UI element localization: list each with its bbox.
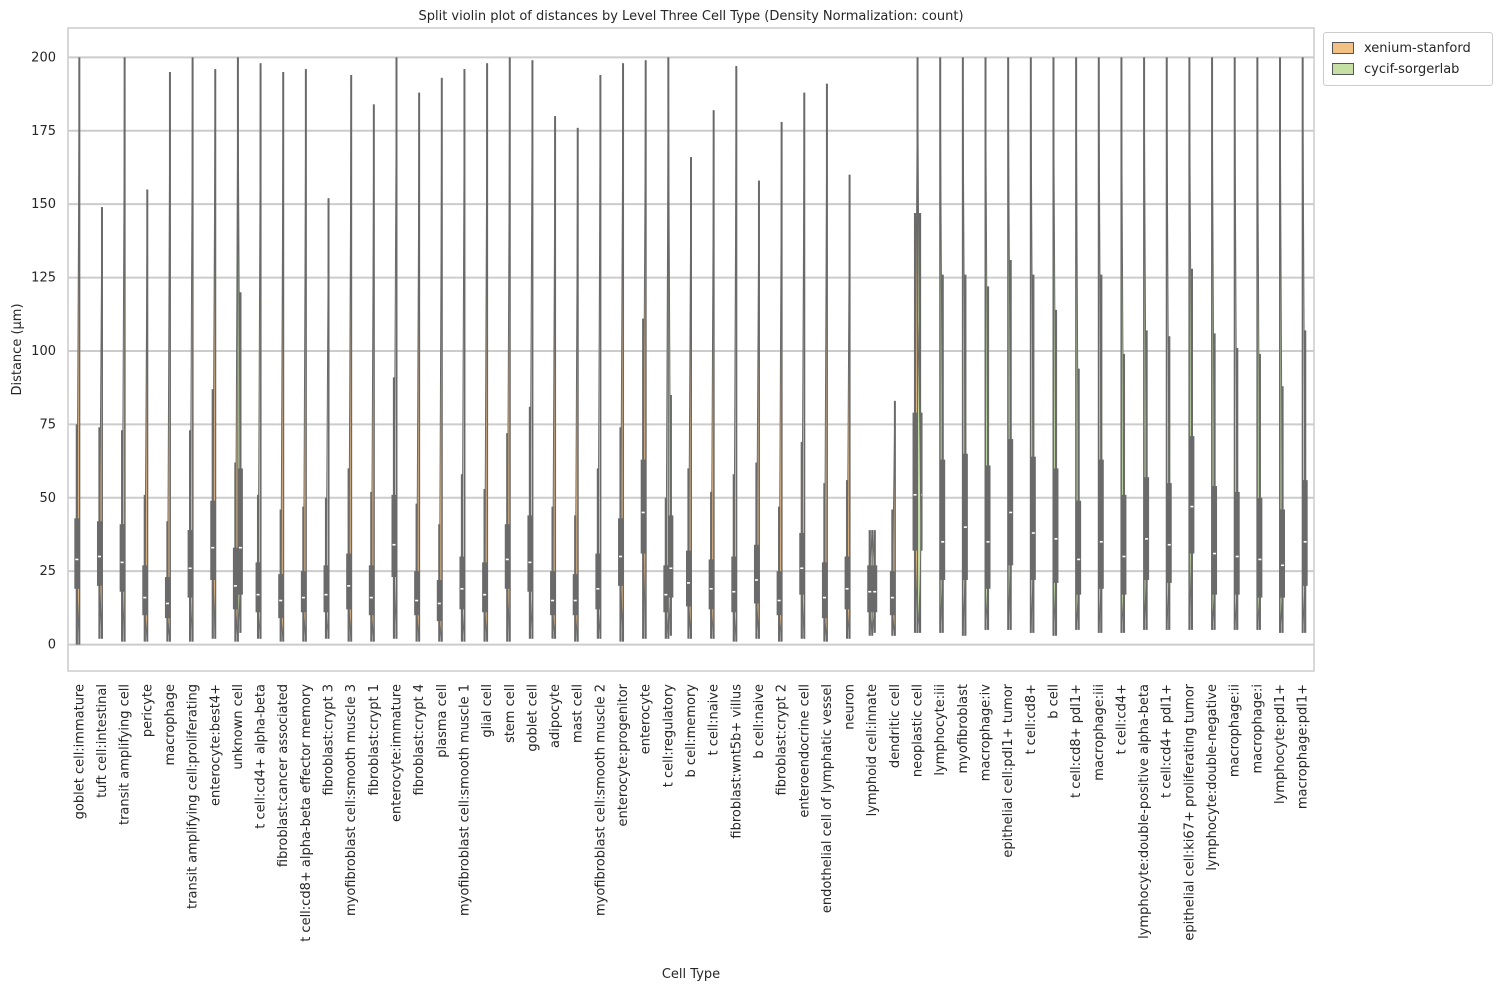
x-tick-label: t cell:cd4+ xyxy=(1114,684,1130,755)
x-tick-label: goblet cell:immature xyxy=(72,684,88,820)
x-tick-label: tuft cell:intestinal xyxy=(94,684,110,798)
violin-iqr-box xyxy=(120,524,125,592)
x-tick-label: macrophage:ii xyxy=(1227,684,1243,778)
x-tick-label: t cell:naive xyxy=(706,684,722,756)
x-tick-label: enteroendocrine cell xyxy=(797,684,813,818)
x-tick-label: adipocyte xyxy=(548,684,564,748)
y-tick-label: 50 xyxy=(39,490,56,506)
x-tick-label: myofibroblast cell:smooth muscle 2 xyxy=(593,684,609,916)
violin-iqr-box xyxy=(1235,492,1240,595)
violin-iqr-box xyxy=(963,454,968,580)
y-tick-label: 75 xyxy=(39,417,56,433)
violin-iqr-box xyxy=(845,556,850,609)
violin-iqr-box xyxy=(1212,486,1217,595)
violin-iqr-box xyxy=(550,571,555,615)
violin-iqr-box xyxy=(391,495,396,577)
x-tick-label: b cell xyxy=(1046,684,1062,719)
chart-title: Split violin plot of distances by Level Three Cell Type (Density Normalization: count) xyxy=(418,9,964,24)
violin-iqr-box xyxy=(618,518,623,586)
legend-item-xenium xyxy=(1332,39,1471,57)
violin-iqr-box xyxy=(527,515,532,591)
x-tick-label: macrophage:iii xyxy=(1091,684,1107,781)
violin-iqr-box xyxy=(822,562,827,618)
violin-iqr-box xyxy=(74,518,79,588)
x-tick-label: transit amplifying cell:proliferating xyxy=(185,684,201,909)
x-tick-label: lymphocyte:iii xyxy=(933,683,949,776)
x-tick-label: neoplastic cell xyxy=(910,684,926,778)
x-tick-label: t cell:cd4+ pdl1+ xyxy=(1159,684,1175,798)
violin-iqr-box xyxy=(1121,495,1126,595)
x-tick-label: b cell:naive xyxy=(751,684,767,759)
x-tick-label: b cell:memory xyxy=(684,684,699,778)
violin-iqr-box xyxy=(573,574,578,615)
x-tick-label: fibroblast:crypt 3 xyxy=(321,684,337,796)
y-axis-label: Distance (µm) xyxy=(10,303,25,396)
legend-label-cycif: cycif-sorgerlab xyxy=(1364,61,1460,77)
violin-iqr-box xyxy=(663,565,668,612)
x-tick-label: fibroblast:crypt 1 xyxy=(366,684,382,796)
x-tick-label: t cell:cd8+ pdl1+ xyxy=(1069,684,1085,798)
x-tick-label: plasma cell xyxy=(434,684,450,758)
y-tick-label: 150 xyxy=(31,197,56,213)
x-tick-label: myofibroblast cell:smooth muscle 3 xyxy=(344,684,360,916)
violin-iqr-box xyxy=(278,574,283,618)
violin-iqr-box xyxy=(1144,477,1149,580)
violin-iqr-box xyxy=(799,533,804,595)
y-tick-label: 100 xyxy=(31,343,56,359)
violin-iqr-box xyxy=(233,548,238,610)
violin-iqr-box xyxy=(1189,436,1194,553)
violin-iqr-box xyxy=(256,562,261,612)
violin-iqr-box xyxy=(414,571,419,615)
violin-iqr-box xyxy=(890,571,895,615)
y-tick-label: 25 xyxy=(39,564,56,580)
x-tick-label: myofibroblast cell:smooth muscle 1 xyxy=(457,684,473,916)
legend-label-xenium: xenium-stanford xyxy=(1364,40,1471,56)
legend xyxy=(1323,32,1493,86)
x-tick-label: t cell:cd8+ alpha-beta effector memory xyxy=(298,684,314,942)
x-tick-label: fibroblast:crypt 4 xyxy=(412,684,428,796)
x-tick-label: macrophage:iv xyxy=(978,683,994,782)
violin-iqr-box xyxy=(505,524,510,589)
x-tick-label: stem cell xyxy=(502,684,518,744)
violin-iqr-box xyxy=(1280,510,1285,598)
violin-iqr-box xyxy=(165,577,170,618)
violin-iqr-box xyxy=(301,571,306,612)
x-tick-label: fibroblast:wnt5b+ villus xyxy=(729,684,745,839)
violin-iqr-box xyxy=(1031,457,1036,580)
violin-iqr-box xyxy=(777,571,782,615)
violin-iqr-box xyxy=(754,545,759,604)
violin-iqr-box xyxy=(346,554,351,610)
y-tick-label: 200 xyxy=(31,50,56,66)
y-tick-label: 125 xyxy=(31,270,56,286)
x-tick-label: enterocyte:progenitor xyxy=(616,684,632,827)
violin-iqr-box xyxy=(872,565,877,612)
x-axis-label: Cell Type xyxy=(661,967,721,982)
x-tick-label: transit amplifying cell xyxy=(117,684,133,826)
violin-iqr-box xyxy=(940,460,945,580)
x-tick-label: enterocyte:immature xyxy=(389,684,405,822)
violin-iqr-box xyxy=(459,556,464,609)
x-tick-label: t cell:cd4+ alpha-beta xyxy=(253,684,269,829)
violin-iqr-box xyxy=(709,559,714,609)
violin-iqr-box xyxy=(686,551,691,607)
x-tick-label: epithelial cell:pdl1+ tumor xyxy=(1001,683,1017,858)
x-tick-label: lymphocyte:pdl1+ xyxy=(1273,684,1289,805)
legend-swatch-xenium xyxy=(1332,42,1354,54)
violin-iqr-box xyxy=(913,413,918,551)
violin-iqr-box xyxy=(97,521,102,586)
x-tick-label: fibroblast:crypt 2 xyxy=(774,684,790,796)
x-tick-label: goblet cell xyxy=(525,684,541,752)
violin-iqr-box xyxy=(731,556,736,612)
x-tick-label: macrophage xyxy=(162,684,178,766)
violin-iqr-box xyxy=(437,580,442,621)
violin-iqr-box xyxy=(1076,501,1081,595)
violin-iqr-box xyxy=(324,565,329,612)
x-tick-label: glial cell xyxy=(480,684,496,738)
violin-iqr-box xyxy=(238,468,243,594)
violin-iqr-box xyxy=(1167,483,1172,583)
violin-iqr-box xyxy=(867,565,872,612)
violin-iqr-box xyxy=(595,554,600,610)
violin-iqr-box xyxy=(369,565,374,615)
x-tick-label: t cell:regulatory xyxy=(661,684,677,788)
x-tick-label: pericyte xyxy=(140,684,156,738)
x-tick-label: lymphoid cell:innate xyxy=(865,684,881,817)
x-tick-label: neuron xyxy=(842,684,858,730)
violin-iqr-box xyxy=(1099,460,1104,589)
violin-iqr-box xyxy=(1053,468,1058,583)
x-tick-label: macrophage:i xyxy=(1250,684,1266,774)
legend-item-cycif xyxy=(1332,60,1459,78)
x-tick-label: macrophage:pdl1+ xyxy=(1295,684,1311,810)
x-tick-label: myofibroblast xyxy=(955,683,971,774)
violin-iqr-box xyxy=(142,565,147,615)
y-tick-label: 0 xyxy=(47,637,56,653)
legend-swatch-cycif xyxy=(1332,63,1354,75)
violin-iqr-box xyxy=(986,465,991,588)
x-tick-label: endothelial cell of lymphatic vessel xyxy=(819,684,835,914)
x-tick-label: fibroblast:cancer associated xyxy=(276,684,292,868)
violin-iqr-box xyxy=(1303,480,1308,586)
y-tick-label: 175 xyxy=(31,123,56,139)
violin-iqr-box xyxy=(188,530,193,598)
violin-iqr-box xyxy=(210,501,215,580)
x-tick-label: epithelial cell:ki67+ proliferating tumor xyxy=(1182,684,1198,941)
x-tick-label: lymphocyte:double-positive alpha-beta xyxy=(1137,684,1153,939)
violin-iqr-box xyxy=(1008,439,1013,565)
x-tick-label: dendritic cell xyxy=(887,684,903,769)
x-tick-label: unknown cell xyxy=(230,684,246,770)
x-tick-label: enterocyte:best4+ xyxy=(208,684,224,806)
violin-iqr-box xyxy=(1257,498,1262,598)
violin-iqr-box xyxy=(641,460,646,554)
x-tick-label: t cell:cd8+ xyxy=(1023,684,1039,755)
x-tick-label: mast cell xyxy=(570,684,586,744)
x-tick-label: lymphocyte:double-negative xyxy=(1205,684,1221,871)
violin-iqr-box xyxy=(482,562,487,612)
violin-iqr-box xyxy=(668,515,673,597)
x-tick-label: enterocyte xyxy=(638,684,654,755)
